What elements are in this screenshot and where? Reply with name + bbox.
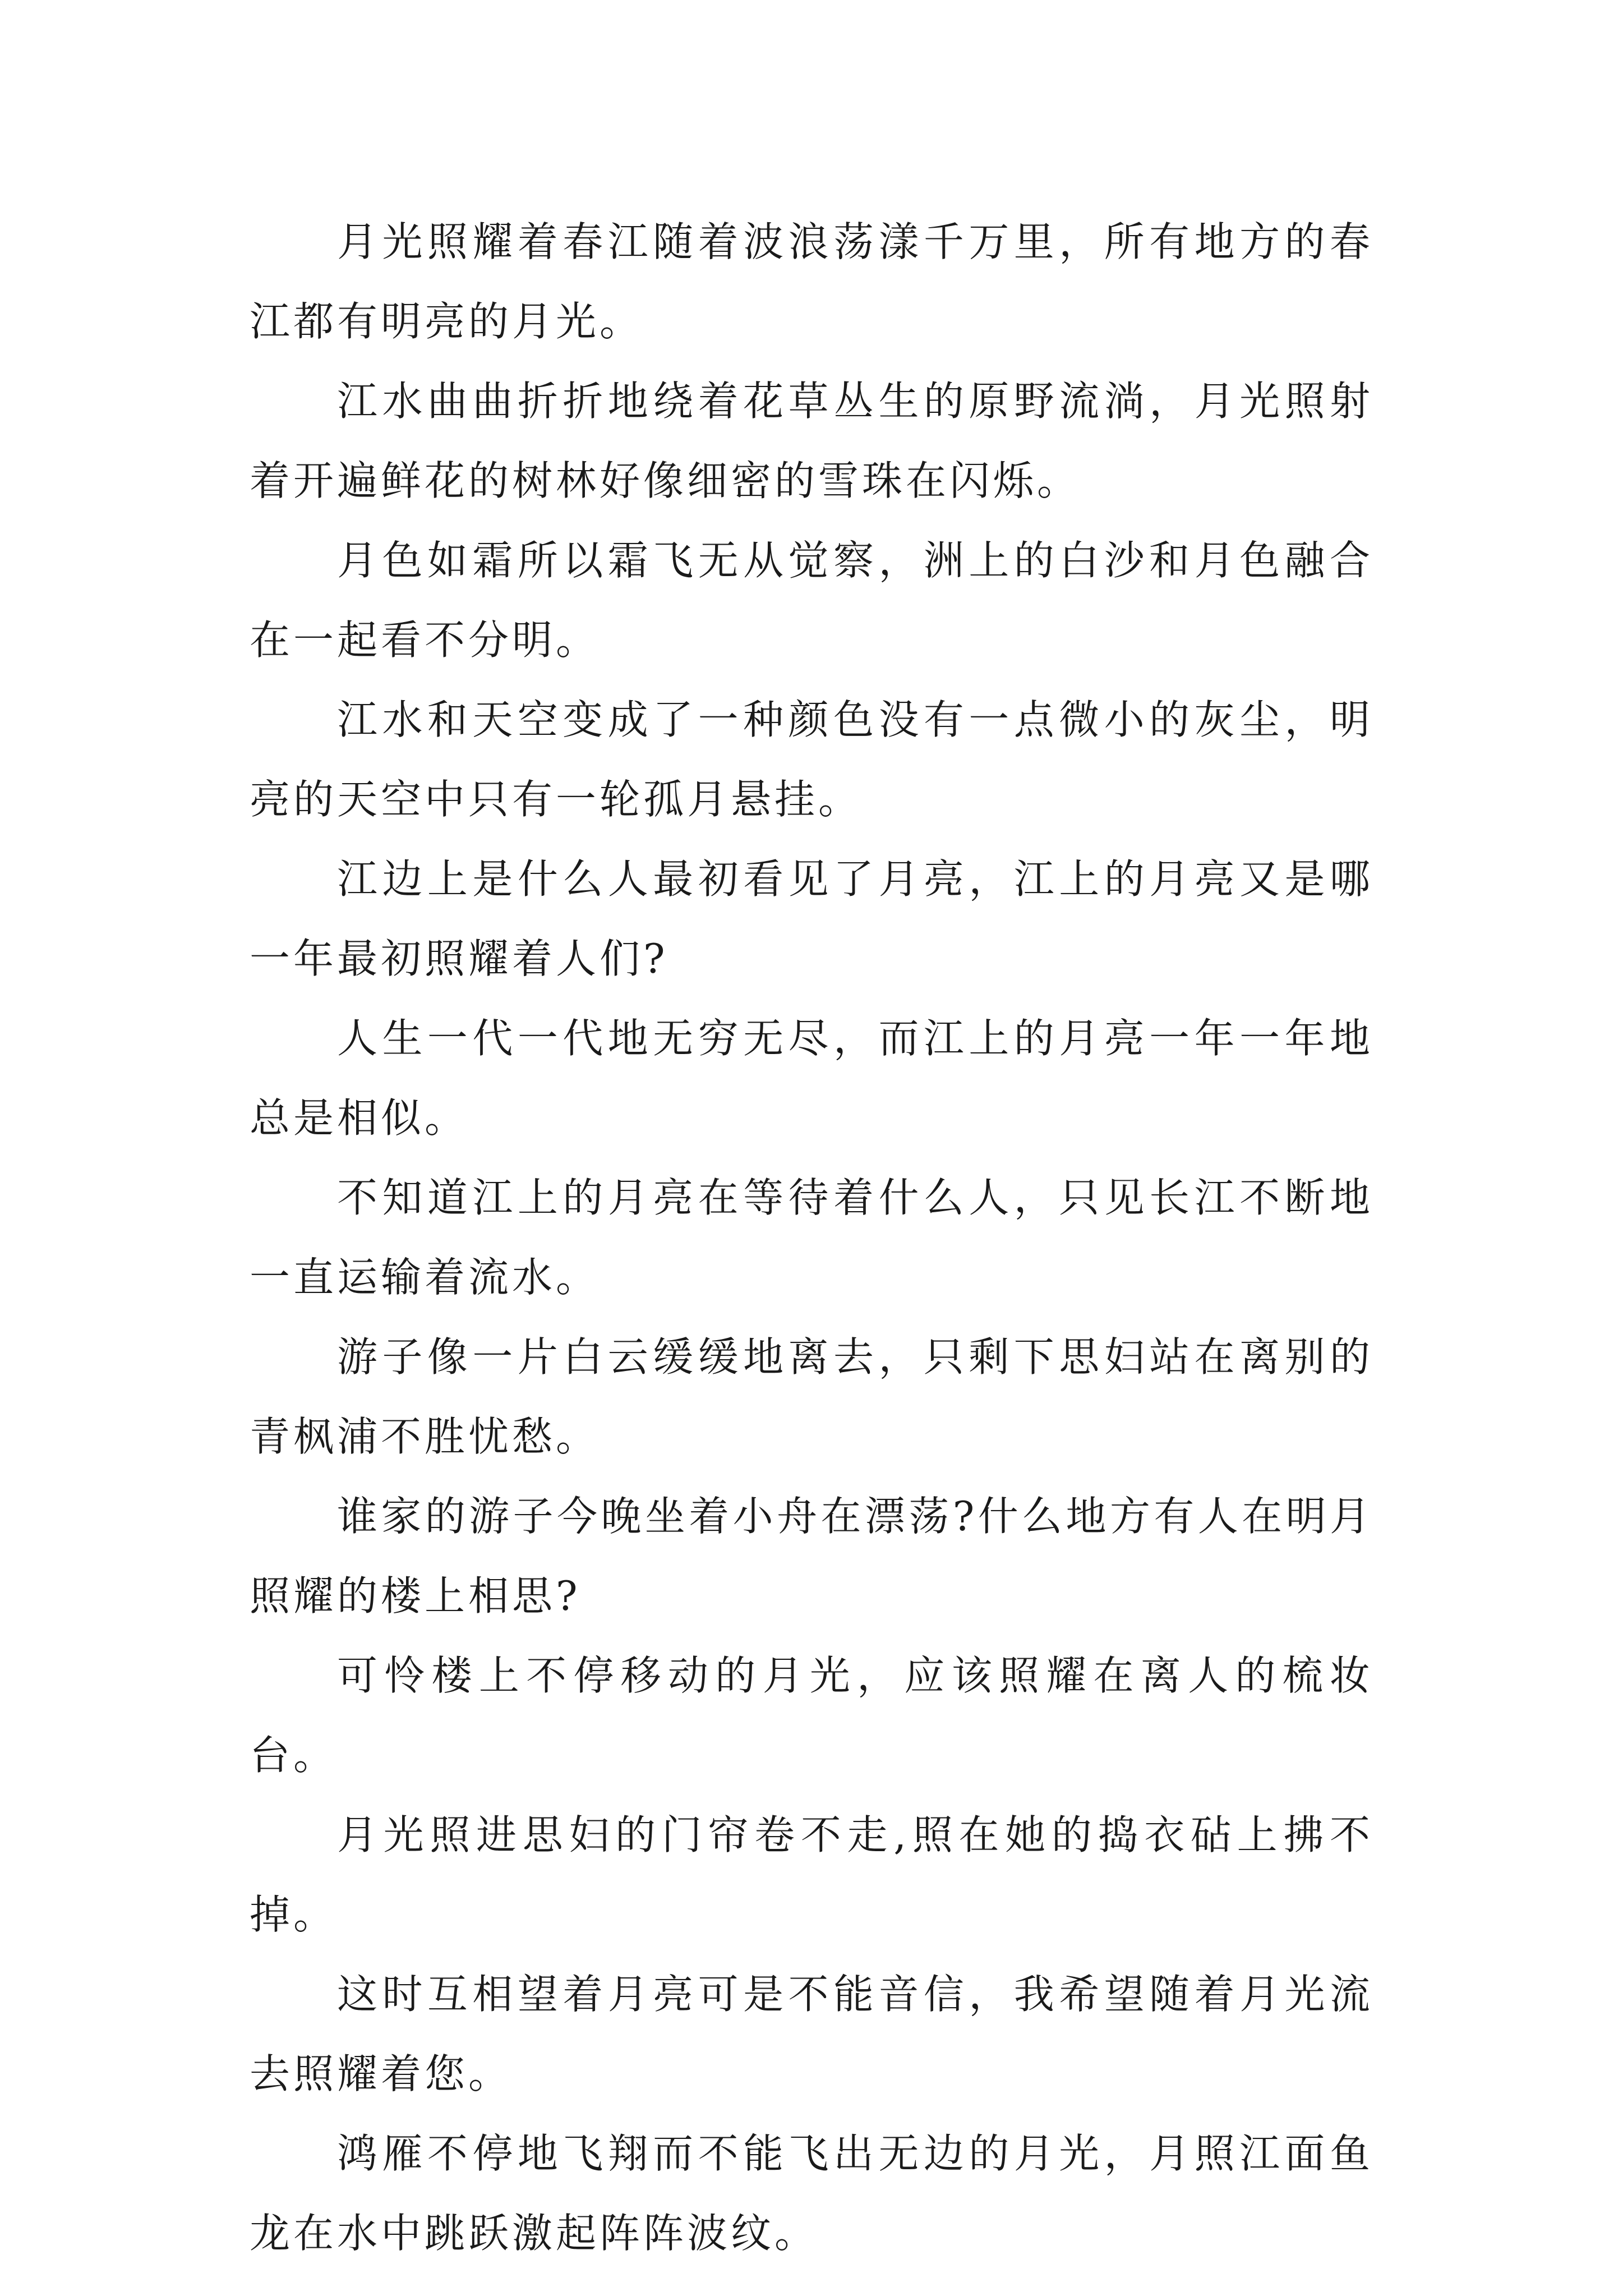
paragraph-6: 人生一代一代地无穷无尽，而江上的月亮一年一年地总是相似。 [250, 1015, 1373, 1142]
paragraph-5: 江边上是什么人最初看见了月亮，江上的月亮又是哪一年最初照耀着人们? [250, 855, 1373, 982]
paragraph-1: 月光照耀着春江随着波浪荡漾千万里，所有地方的春江都有明亮的月光。 [250, 218, 1373, 345]
document-body [250, 202, 1373, 2273]
paragraph-2: 江水曲曲折折地绕着花草丛生的原野流淌，月光照射着开遍鲜花的树林好像细密的雪珠在闪烁。 [250, 378, 1373, 504]
paragraph-11: 月光照进思妇的门帘卷不走,照在她的捣衣砧上拂不掉。 [250, 1811, 1373, 1938]
paragraph-7: 不知道江上的月亮在等待着什么人，只见长江不断地一直运输着流水。 [250, 1174, 1373, 1301]
paragraph-12: 这时互相望着月亮可是不能音信，我希望随着月光流去照耀着您。 [250, 1971, 1373, 2097]
paragraph-3: 月色如霜所以霜飞无从觉察，洲上的白沙和月色融合在一起看不分明。 [250, 537, 1373, 664]
paragraph-9: 谁家的游子今晚坐着小舟在漂荡?什么地方有人在明月照耀的楼上相思? [250, 1493, 1373, 1619]
paragraph-4: 江水和天空变成了一种颜色没有一点微小的灰尘，明亮的天空中只有一轮孤月悬挂。 [250, 696, 1373, 823]
paragraph-10: 可怜楼上不停移动的月光，应该照耀在离人的梳妆台。 [250, 1652, 1373, 1779]
paragraph-8: 游子像一片白云缓缓地离去，只剩下思妇站在离别的青枫浦不胜忧愁。 [250, 1333, 1373, 1460]
paragraph-13: 鸿雁不停地飞翔而不能飞出无边的月光，月照江面鱼龙在水中跳跃激起阵阵波纹。 [250, 2130, 1373, 2257]
